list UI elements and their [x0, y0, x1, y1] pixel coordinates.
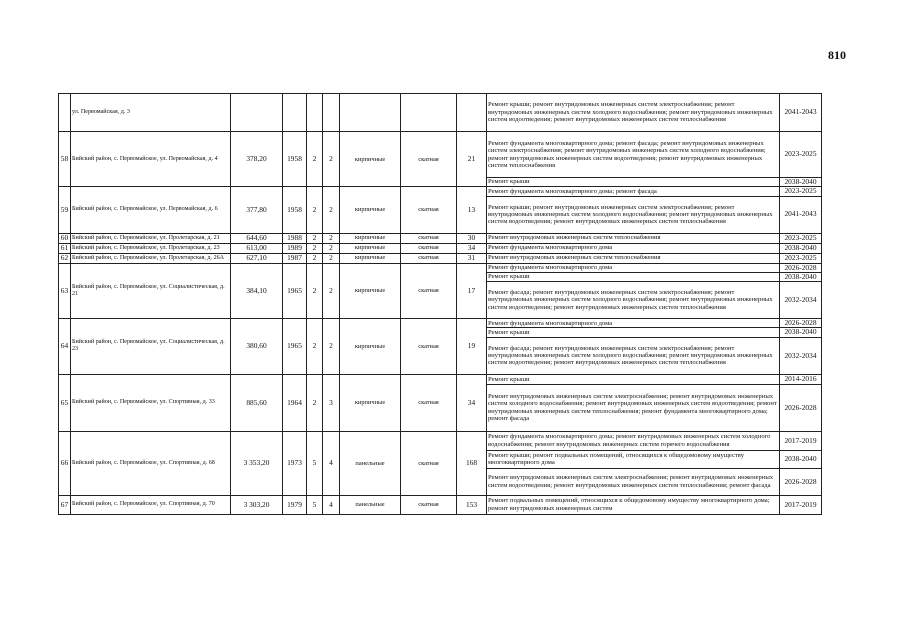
repair-works: Ремонт фундамента многоквартирного дома	[487, 263, 780, 272]
house-address: Бийский район, с. Первомайское, ул. Первомайская, д. 4	[71, 132, 231, 187]
floors-count: 2	[307, 187, 323, 233]
repair-works: Ремонт крыши	[487, 328, 780, 337]
repair-works: Ремонт крыши; ремонт подвальных помещений, относящихся к общедомовому имуществу многоквартирного дома	[487, 450, 780, 468]
build-year: 1973	[283, 431, 307, 495]
repair-works: Ремонт крыши; ремонт внутридомовых инженерных систем электроснабжения; ремонт внутридомовых инженерных систем холодного водоснабжения; ремонт внутридомовых инженерных систем водоотведения; ремонт внутридомовых инженерных систем теплоснабжения	[487, 94, 780, 132]
repair-years: 2032-2034	[780, 282, 822, 319]
repair-years: 2023-2025	[780, 187, 822, 196]
repair-works: Ремонт внутридомовых инженерных систем электроснабжения; ремонт внутридомовых инженерных систем холодного водоснабжения; ремонт внутридомовых инженерных систем водоотведения; ремонт внутридомовых инженерных систем теплоснабжения; ремонт фундамента многоквартирного дома; ремонт фасада	[487, 384, 780, 431]
wall-material: кирпичные	[340, 233, 401, 243]
repair-years: 2038-2040	[780, 272, 822, 281]
row-number: 63	[59, 263, 71, 319]
apartments-count: 168	[457, 431, 487, 495]
repair-years: 2038-2040	[780, 328, 822, 337]
build-year: 1964	[283, 374, 307, 431]
entrances-count: 2	[323, 243, 340, 253]
floors-count: 2	[307, 233, 323, 243]
repair-works: Ремонт фундамента многоквартирного дома; ремонт внутридомовых инженерных систем холодного водоснабжения; ремонт внутридомовых инженерных систем горячего водоснабжения	[487, 431, 780, 450]
repair-works: Ремонт внутридомовых инженерных систем теплоснабжения	[487, 253, 780, 263]
repair-works: Ремонт крыши	[487, 374, 780, 384]
roof-type	[401, 94, 457, 132]
repair-works: Ремонт фундамента многоквартирного дома	[487, 243, 780, 253]
row-number: 61	[59, 243, 71, 253]
repair-works: Ремонт подвальных помещений, относящихся к общедомовому имуществу многоквартирного дома; ремонт внутридомовых инженерных систем	[487, 495, 780, 514]
build-year: 1958	[283, 187, 307, 233]
build-year: 1989	[283, 243, 307, 253]
apartments-count: 34	[457, 243, 487, 253]
total-area: 3 303,20	[231, 495, 283, 514]
floors-count: 2	[307, 319, 323, 375]
entrances-count: 2	[323, 132, 340, 187]
repair-works: Ремонт крыши; ремонт внутридомовых инженерных систем электроснабжения; ремонт внутридомовых инженерных систем холодного водоснабжения; ремонт внутридомовых инженерных систем водоотведения; ремонт внутридомовых инженерных систем теплоснабжения	[487, 196, 780, 233]
total-area: 627,10	[231, 253, 283, 263]
wall-material: панельные	[340, 431, 401, 495]
table-row	[59, 319, 822, 328]
apartments-count: 31	[457, 253, 487, 263]
repair-works: Ремонт внутридомовых инженерных систем электроснабжения; ремонт внутридомовых инженерных систем водоотведения; ремонт внутридомовых инженерных систем теплоснабжения; ремонт фасада	[487, 468, 780, 495]
entrances-count: 2	[323, 319, 340, 375]
build-year	[283, 94, 307, 132]
total-area: 644,60	[231, 233, 283, 243]
floors-count: 2	[307, 132, 323, 187]
row-number: 65	[59, 374, 71, 431]
repair-works: Ремонт крыши	[487, 178, 780, 187]
floors-count	[307, 94, 323, 132]
repair-works: Ремонт фасада; ремонт внутридомовых инженерных систем электроснабжения; ремонт внутридомовых инженерных систем холодного водоснабжения; ремонт внутридомовых инженерных систем водоотведения; ремонт внутридомовых инженерных систем теплоснабжения	[487, 337, 780, 374]
entrances-count: 4	[323, 431, 340, 495]
total-area: 885,60	[231, 374, 283, 431]
row-number: 58	[59, 132, 71, 187]
entrances-count: 2	[323, 253, 340, 263]
house-address: Бийский район, с. Первомайское, ул. Первомайская, д. 6	[71, 187, 231, 233]
repair-works: Ремонт фундамента многоквартирного дома	[487, 319, 780, 328]
total-area: 3 353,20	[231, 431, 283, 495]
page-number: 810	[828, 48, 846, 62]
table-row	[59, 243, 822, 253]
total-area: 384,10	[231, 263, 283, 319]
repair-works: Ремонт фундамента многоквартирного дома; ремонт фасада	[487, 187, 780, 196]
wall-material: кирпичные	[340, 243, 401, 253]
wall-material: кирпичные	[340, 319, 401, 375]
table-row	[59, 187, 822, 196]
build-year: 1958	[283, 132, 307, 187]
table-row	[59, 263, 822, 272]
apartments-count: 13	[457, 187, 487, 233]
roof-type: скатная	[401, 243, 457, 253]
total-area: 377,80	[231, 187, 283, 233]
repair-years: 2041-2043	[780, 196, 822, 233]
repair-works: Ремонт фасада; ремонт внутридомовых инженерных систем электроснабжения; ремонт внутридомовых инженерных систем холодного водоснабжения; ремонт внутридомовых инженерных систем водоотведения; ремонт внутридомовых инженерных систем теплоснабжения	[487, 282, 780, 319]
floors-count: 5	[307, 495, 323, 514]
repair-years: 2032-2034	[780, 337, 822, 374]
floors-count: 2	[307, 263, 323, 319]
roof-type: скатная	[401, 319, 457, 375]
build-year: 1965	[283, 263, 307, 319]
house-address: Бийский район, с. Первомайское, ул. Социалистическая, д. 23	[71, 319, 231, 375]
floors-count: 5	[307, 431, 323, 495]
row-number: 60	[59, 233, 71, 243]
total-area: 380,60	[231, 319, 283, 375]
repair-years: 2026-2028	[780, 384, 822, 431]
roof-type: скатная	[401, 263, 457, 319]
roof-type: скатная	[401, 374, 457, 431]
roof-type: скатная	[401, 253, 457, 263]
roof-type: скатная	[401, 187, 457, 233]
row-number	[59, 94, 71, 132]
repair-plan-table	[58, 93, 822, 515]
total-area	[231, 94, 283, 132]
build-year: 1965	[283, 319, 307, 375]
house-address: Бийский район, с. Первомайское, ул. Спортивная, д. 33	[71, 374, 231, 431]
total-area: 613,00	[231, 243, 283, 253]
apartments-count: 21	[457, 132, 487, 187]
wall-material: кирпичные	[340, 253, 401, 263]
table-row	[59, 374, 822, 384]
roof-type: скатная	[401, 431, 457, 495]
repair-years: 2041-2043	[780, 94, 822, 132]
wall-material: панельные	[340, 495, 401, 514]
repair-years: 2023-2025	[780, 253, 822, 263]
repair-years: 2026-2028	[780, 319, 822, 328]
repair-years: 2038-2040	[780, 178, 822, 187]
repair-years: 2023-2025	[780, 132, 822, 178]
repair-years: 2023-2025	[780, 233, 822, 243]
table-body	[59, 94, 822, 515]
repair-works: Ремонт крыши	[487, 272, 780, 281]
build-year: 1979	[283, 495, 307, 514]
table-row	[59, 495, 822, 514]
repair-works: Ремонт фундамента многоквартирного дома; ремонт фасада; ремонт внутридомовых инженерных систем электроснабжения; ремонт внутридомовых инженерных систем холодного водоснабжения; ремонт внутридомовых инженерных систем водоотведения; ремонт внутридомовых инженерных систем теплоснабжения	[487, 132, 780, 178]
entrances-count: 2	[323, 233, 340, 243]
wall-material: кирпичные	[340, 187, 401, 233]
repair-years: 2014-2016	[780, 374, 822, 384]
table-row	[59, 253, 822, 263]
floors-count: 2	[307, 374, 323, 431]
repair-years: 2017-2019	[780, 431, 822, 450]
repair-years: 2017-2019	[780, 495, 822, 514]
build-year: 1988	[283, 233, 307, 243]
repair-years: 2026-2028	[780, 468, 822, 495]
house-address: Бийский район, с. Первомайское, ул. Спортивная, д. 70	[71, 495, 231, 514]
house-address: Бийский район, с. Первомайское, ул. Социалистическая, д. 21	[71, 263, 231, 319]
row-number: 64	[59, 319, 71, 375]
entrances-count: 4	[323, 495, 340, 514]
roof-type: скатная	[401, 233, 457, 243]
floors-count: 2	[307, 253, 323, 263]
entrances-count	[323, 94, 340, 132]
entrances-count: 3	[323, 374, 340, 431]
row-number: 62	[59, 253, 71, 263]
repair-years: 2026-2028	[780, 263, 822, 272]
entrances-count: 2	[323, 187, 340, 233]
row-number: 67	[59, 495, 71, 514]
wall-material	[340, 94, 401, 132]
apartments-count: 153	[457, 495, 487, 514]
apartments-count: 19	[457, 319, 487, 375]
row-number: 66	[59, 431, 71, 495]
house-address: Бийский район, с. Первомайское, ул. Пролетарская, д. 23	[71, 243, 231, 253]
table-row	[59, 233, 822, 243]
table-row	[59, 132, 822, 178]
apartments-count: 17	[457, 263, 487, 319]
house-address: Бийский район, с. Первомайское, ул. Спортивная, д. 68	[71, 431, 231, 495]
repair-works: Ремонт внутридомовых инженерных систем теплоснабжения	[487, 233, 780, 243]
house-address: Бийский район, с. Первомайское, ул. Пролетарская, д. 26А	[71, 253, 231, 263]
floors-count: 2	[307, 243, 323, 253]
total-area: 378,20	[231, 132, 283, 187]
apartments-count: 34	[457, 374, 487, 431]
repair-years: 2038-2040	[780, 450, 822, 468]
build-year: 1987	[283, 253, 307, 263]
table-row	[59, 94, 822, 132]
table-row	[59, 431, 822, 450]
house-address: ул. Первомайская, д. 3	[71, 94, 231, 132]
apartments-count	[457, 94, 487, 132]
repair-years: 2038-2040	[780, 243, 822, 253]
row-number: 59	[59, 187, 71, 233]
roof-type: скатная	[401, 495, 457, 514]
wall-material: кирпичные	[340, 132, 401, 187]
entrances-count: 2	[323, 263, 340, 319]
roof-type: скатная	[401, 132, 457, 187]
wall-material: кирпичные	[340, 374, 401, 431]
apartments-count: 30	[457, 233, 487, 243]
wall-material: кирпичные	[340, 263, 401, 319]
house-address: Бийский район, с. Первомайское, ул. Пролетарская, д. 21	[71, 233, 231, 243]
